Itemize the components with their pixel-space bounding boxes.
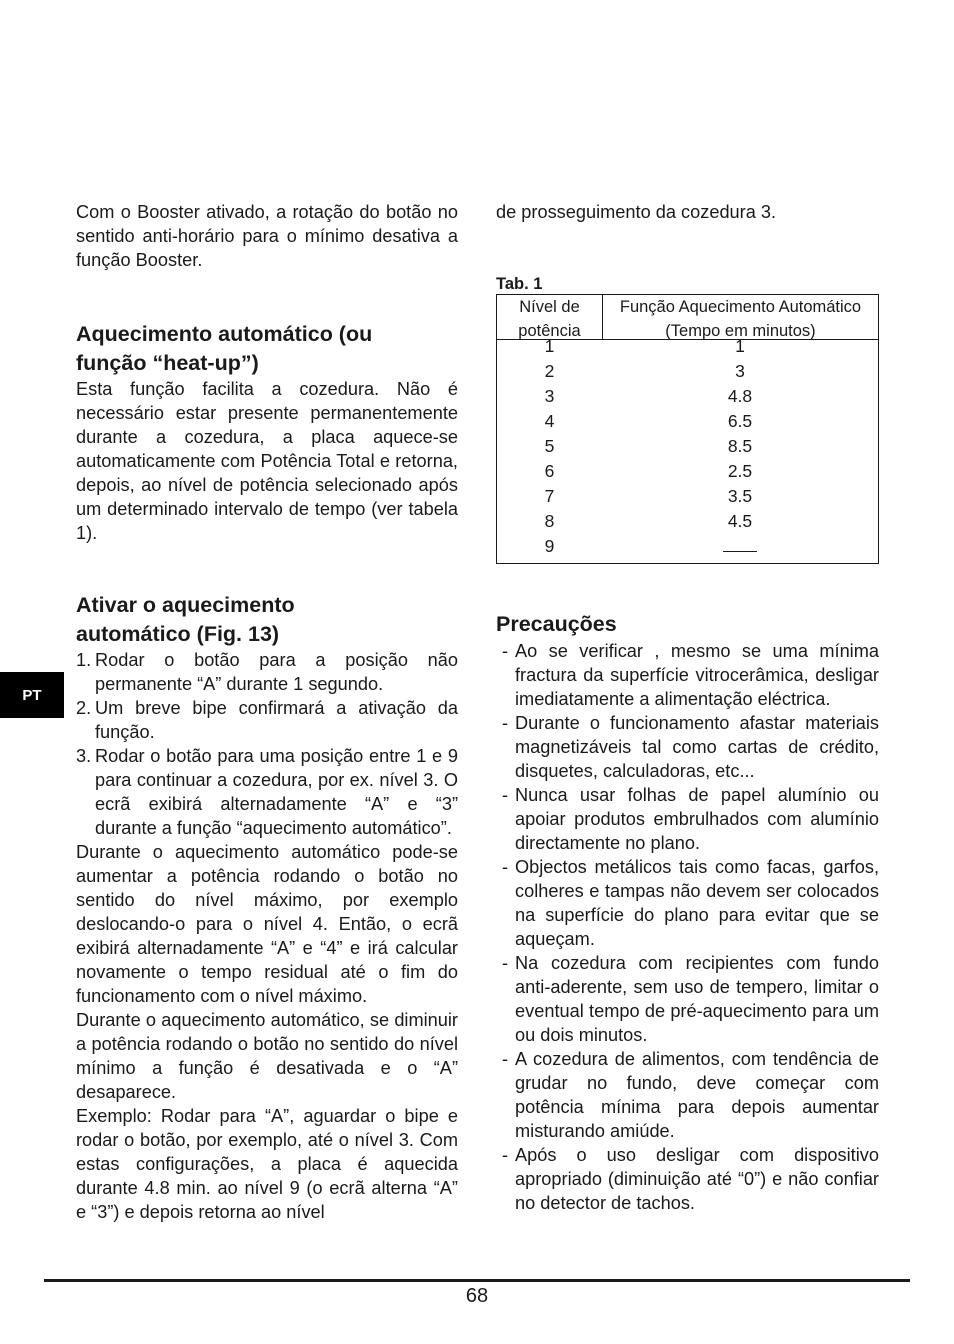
list-dash: - xyxy=(502,1144,509,1165)
table-label: Tab. 1 xyxy=(496,275,543,293)
level-cell: 8 xyxy=(544,511,555,531)
table-row xyxy=(497,534,878,559)
list-dash: - xyxy=(502,640,509,661)
heat-up-heading-line1: Aquecimento automático (ou xyxy=(76,322,373,346)
header-text: Função Aquecimento Automático xyxy=(619,298,862,316)
booster-intro-paragraph: Com o Booster ativado, a rotação do botão no sentido anti-horário para o mínimo desativa a função Booster. xyxy=(76,202,458,270)
precaution-text: Nunca usar folhas de papel alumínio ou apoiar produtos embrulhados com alumínio directamente no plano. xyxy=(515,784,879,853)
activate-heading xyxy=(76,591,458,648)
level-cell: 2 xyxy=(544,361,555,381)
level-cell: 5 xyxy=(544,436,555,456)
left-column xyxy=(76,200,458,1224)
list-item xyxy=(76,696,458,744)
list-item xyxy=(496,711,879,783)
column-header-power-level xyxy=(497,295,603,339)
level-cell: 9 xyxy=(544,536,555,556)
table-row xyxy=(497,459,878,484)
time-cell: 8.5 xyxy=(727,436,753,456)
header-text: potência xyxy=(518,322,581,339)
precautions-heading: Precauções xyxy=(496,612,617,636)
level-cell: 3 xyxy=(544,386,555,406)
table-row xyxy=(497,509,878,534)
header-text: (Tempo em minutos) xyxy=(665,322,816,339)
precaution-text: Ao se verificar , mesmo se uma mínima fractura da superfície vitrocerâmica, desligar imediatamente a alimentação eléctrica. xyxy=(515,640,879,709)
activate-heading-line1: Ativar o aquecimento xyxy=(76,593,295,617)
table-row xyxy=(497,409,878,434)
heat-up-body: Esta função facilita a cozedura. Não é necessário estar presente permanentemente durante a cozedura, a placa aquece-se automaticamente com Potência Total e retorna, depois, ao nível de potência selecionado após um determinado intervalo de tempo (ver tabela 1). xyxy=(76,379,458,543)
time-cell: 6.5 xyxy=(727,411,753,431)
header-text: Nível de xyxy=(519,298,580,316)
time-cell: 3 xyxy=(735,361,745,381)
right-column xyxy=(496,200,879,1215)
level-cell: 7 xyxy=(544,486,555,506)
column-header-heat-up-time xyxy=(603,295,878,339)
precautions-list xyxy=(496,639,879,1215)
list-item xyxy=(496,855,879,951)
list-item xyxy=(76,744,458,840)
empty-value-line xyxy=(723,537,757,552)
list-dash: - xyxy=(502,856,509,877)
list-item xyxy=(496,783,879,855)
table-row xyxy=(497,484,878,509)
time-cell: 4.5 xyxy=(727,511,753,531)
language-tab: PT xyxy=(0,672,64,718)
page-number: 68 xyxy=(465,1285,489,1307)
table-row xyxy=(497,359,878,384)
list-item xyxy=(496,951,879,1047)
time-cell-empty xyxy=(602,534,878,559)
level-cell: 4 xyxy=(544,411,555,431)
step-number: 3. xyxy=(76,746,92,766)
example-paragraph: Exemplo: Rodar para “A”, aguardar o bipe e rodar o botão, por exemplo, até o nível 3. Com estas configurações, a placa é aquecida durante 4.8 min. ao nível 9 (o ecrã alterna “A” e “3”) e depois retorna ao nível xyxy=(76,1106,458,1222)
table-body xyxy=(497,334,878,563)
activation-steps xyxy=(76,648,458,840)
step-number: 1. xyxy=(76,650,92,670)
table-row xyxy=(497,334,878,359)
continuation-paragraph: de prosseguimento da cozedura 3. xyxy=(496,202,777,222)
heat-up-heading-line2: função “heat-up”) xyxy=(76,350,259,375)
heat-up-heading xyxy=(76,320,458,377)
time-cell: 3.5 xyxy=(727,486,753,506)
step-text: Um breve bipe confirmará a ativação da função. xyxy=(95,698,458,742)
step-text: Rodar o botão para uma posição entre 1 e 9 para continuar a cozedura, por ex. nível 3. O ecrã exibirá alternadamente “A” e “3” durante a função “aquecimento automático”. xyxy=(95,746,458,838)
table-row xyxy=(497,384,878,409)
list-item xyxy=(76,648,458,696)
step-number: 2. xyxy=(76,698,92,718)
step-text: Rodar o botão para a posição não permanente “A” durante 1 segundo. xyxy=(95,650,458,694)
list-dash: - xyxy=(502,952,509,973)
level-cell: 1 xyxy=(544,336,555,356)
precaution-text: A cozedura de alimentos, com tendência de grudar no fundo, deve começar com potência mínima para depois aumentar misturando amiúde. xyxy=(515,1048,879,1141)
precaution-text: Na cozedura com recipientes com fundo anti-aderente, sem uso de tempero, limitar o eventual tempo de pré-aquecimento para um ou dois minutos. xyxy=(515,952,879,1045)
table-row xyxy=(497,434,878,459)
list-dash: - xyxy=(502,784,509,805)
list-dash: - xyxy=(502,1048,509,1069)
time-cell: 2.5 xyxy=(727,461,753,481)
decrease-power-paragraph: Durante o aquecimento automático, se diminuir a potência rodando o botão no sentido do nível mínimo a função é desativada e o “A” desaparece. xyxy=(76,1010,458,1102)
level-cell: 6 xyxy=(544,461,555,481)
time-cell: 1 xyxy=(735,336,745,356)
list-item xyxy=(496,1143,879,1215)
heat-up-table xyxy=(496,294,879,564)
increase-power-paragraph: Durante o aquecimento automático pode-se aumentar a potência rodando o botão no sentido do nível máximo, por exemplo deslocando-o para o nível 4. Então, o ecrã exibirá alternadamente “A” e “4” e irá calcular novamente o tempo residual até o fim do funcionamento com o nível máximo. xyxy=(76,842,458,1006)
precaution-text: Durante o funcionamento afastar materiais magnetizáveis tal como cartas de crédito, disquetes, calculadoras, etc... xyxy=(515,712,879,781)
list-item xyxy=(496,639,879,711)
precaution-text: Após o uso desligar com dispositivo apropriado (diminuição até “0”) e não confiar no detector de tachos. xyxy=(515,1144,879,1213)
list-item xyxy=(496,1047,879,1143)
precaution-text: Objectos metálicos tais como facas, garfos, colheres e tampas não devem ser colocados na superfície do plano para evitar que se aqueçam. xyxy=(515,856,879,949)
list-dash: - xyxy=(502,712,509,733)
footer-divider xyxy=(44,1279,910,1282)
activate-heading-line2: automático (Fig. 13) xyxy=(76,621,280,646)
time-cell: 4.8 xyxy=(727,386,753,406)
